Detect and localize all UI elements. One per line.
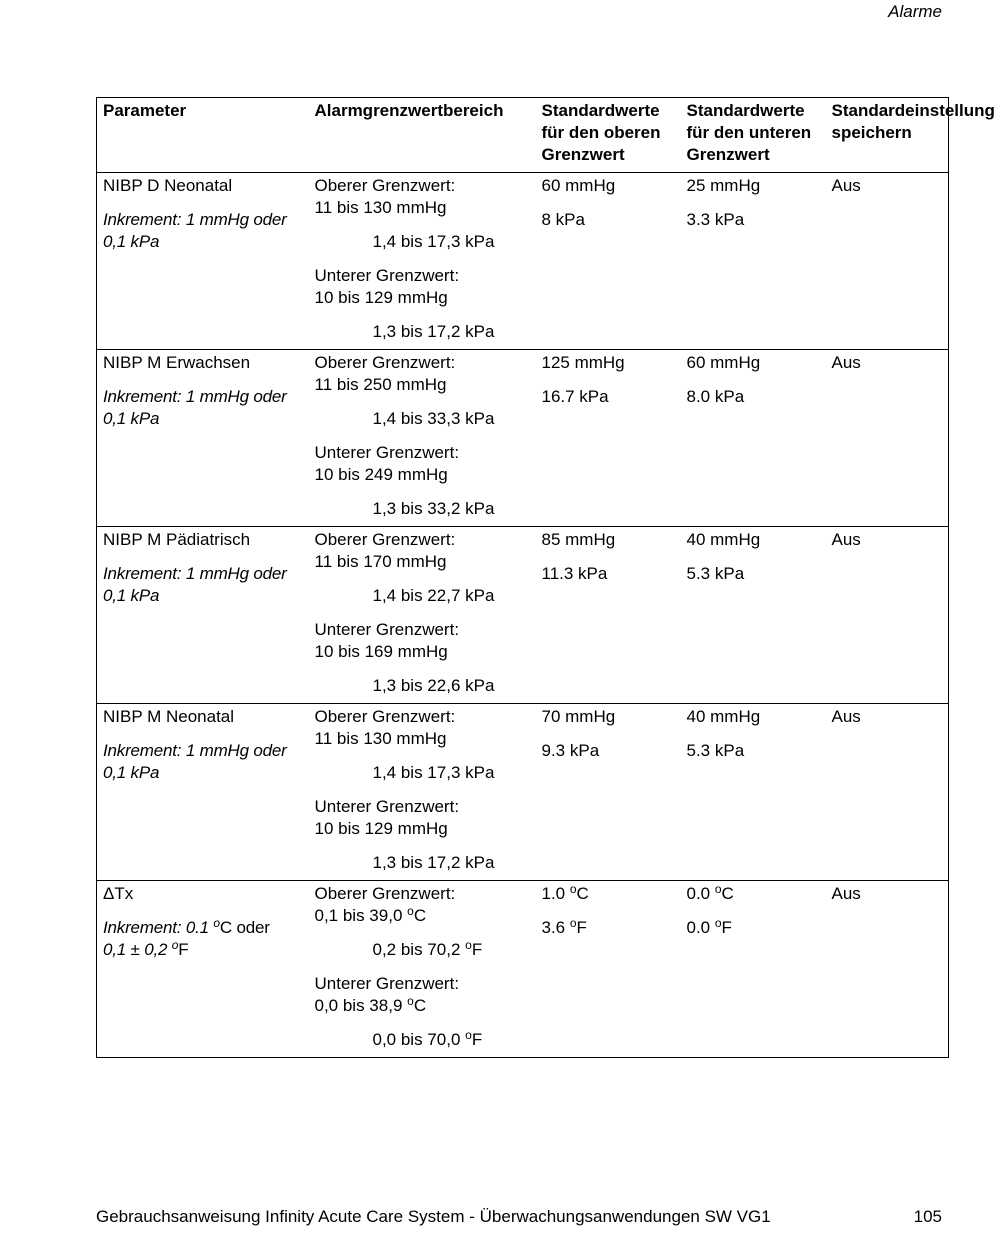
default-lower-secondary: 5.3 kPa (686, 741, 745, 760)
default-value: 1.0 (541, 884, 570, 903)
default-upper-cell (536, 881, 681, 1058)
lower-range-primary: 10 bis 249 mmHg (314, 465, 448, 484)
range-value: 0,1 bis 39,0 (314, 906, 408, 925)
range-value: 0,0 bis 38,9 (314, 996, 408, 1015)
table-row (97, 350, 949, 527)
default-upper-secondary (542, 917, 677, 939)
default-lower-cell (681, 704, 826, 881)
default-value: 3.6 (541, 918, 570, 937)
upper-range-secondary (315, 939, 532, 961)
default-upper-secondary: 11.3 kPa (541, 564, 608, 583)
default-upper-cell (536, 173, 681, 350)
upper-range-primary: 11 bis 130 mmHg (314, 729, 447, 748)
lower-range-primary: 10 bis 129 mmHg (314, 819, 448, 838)
lower-range-secondary: 1,3 bis 33,2 kPa (372, 499, 495, 518)
range-value: 0,0 bis 70,0 (372, 1030, 466, 1049)
default-upper-cell (536, 527, 681, 704)
degree-mark: o (714, 882, 722, 896)
default-upper-primary: 85 mmHg (541, 530, 616, 549)
column-header-default-lower: Standardwerte für den unteren Grenzwert (681, 98, 826, 173)
upper-limit-label: Oberer Grenzwert: (314, 530, 456, 549)
lower-range-primary: 10 bis 129 mmHg (314, 288, 448, 307)
alarm-limits-table (96, 97, 995, 1058)
default-upper-cell (536, 350, 681, 527)
parameter-cell (97, 527, 309, 704)
increment-note: Inkrement: 1 mmHg oder 0,1 kPa (103, 210, 287, 251)
default-lower-secondary: 3.3 kPa (686, 210, 745, 229)
celsius-unit: C (413, 996, 427, 1015)
default-upper-primary: 70 mmHg (541, 707, 616, 726)
celsius-unit: C (413, 906, 427, 925)
upper-limit-label: Oberer Grenzwert: (314, 707, 456, 726)
upper-range-secondary: 1,4 bis 17,3 kPa (372, 232, 495, 251)
degree-mark: o (407, 994, 414, 1008)
default-lower-cell (681, 527, 826, 704)
lower-range-secondary (315, 1029, 532, 1051)
upper-range-secondary: 1,4 bis 33,3 kPa (372, 409, 495, 428)
parameter-name: NIBP D Neonatal (103, 176, 233, 195)
upper-limit-label: Oberer Grenzwert: (314, 176, 456, 195)
default-lower-secondary: 5.3 kPa (686, 564, 745, 583)
fahrenheit-unit: F (576, 918, 587, 937)
running-header: Alarme (888, 2, 942, 21)
default-lower-secondary: 8.0 kPa (686, 387, 745, 406)
lower-limit-label: Unterer Grenzwert: (314, 620, 460, 639)
column-header-parameter: Parameter (97, 98, 309, 173)
increment-note (103, 917, 305, 961)
increment-note: Inkrement: 1 mmHg oder 0,1 kPa (103, 741, 287, 782)
column-header-alarm-range: Alarmgrenzwertbereich (309, 98, 536, 173)
default-lower-secondary (687, 917, 822, 939)
default-upper-primary: 60 mmHg (541, 176, 616, 195)
default-value: 0.0 (686, 918, 715, 937)
fahrenheit-unit: F (471, 940, 483, 959)
degree-mark: o (213, 916, 220, 930)
column-header-default-upper: Standardwerte für den oberen Grenzwert (536, 98, 681, 173)
lower-range-secondary: 1,3 bis 17,2 kPa (372, 853, 495, 872)
upper-range-secondary: 1,4 bis 17,3 kPa (372, 763, 495, 782)
fahrenheit-unit: F (471, 1030, 483, 1049)
upper-range-secondary: 1,4 bis 22,7 kPa (372, 586, 495, 605)
upper-limit-label: Oberer Grenzwert: (314, 353, 456, 372)
table-row (97, 881, 949, 1058)
default-lower-primary: 25 mmHg (686, 176, 761, 195)
degree-mark: o (171, 938, 179, 952)
default-lower-primary: 40 mmHg (686, 530, 761, 549)
default-upper-primary (542, 883, 677, 905)
alarm-range-cell (309, 173, 536, 350)
save-default-cell: Aus (826, 173, 949, 350)
degree-mark: o (465, 1028, 472, 1042)
increment-text-2: 0,1 ± 0,2 (103, 940, 172, 959)
fahrenheit-unit: F (178, 940, 189, 959)
increment-note: Inkrement: 1 mmHg oder 0,1 kPa (103, 564, 287, 605)
degree-mark: o (569, 882, 577, 896)
default-lower-cell (681, 173, 826, 350)
lower-limit-label: Unterer Grenzwert: (314, 443, 460, 462)
celsius-unit: C (721, 884, 734, 903)
degree-mark: o (407, 904, 414, 918)
parameter-cell (97, 350, 309, 527)
default-lower-primary (687, 883, 822, 905)
page-number: 105 (913, 1207, 942, 1226)
default-upper-primary: 125 mmHg (541, 353, 625, 372)
save-default-cell: Aus (826, 527, 949, 704)
lower-limit-label: Unterer Grenzwert: (314, 797, 460, 816)
increment-text: Inkrement: 0.1 (103, 918, 214, 937)
fahrenheit-unit: F (721, 918, 732, 937)
parameter-name: NIBP M Erwachsen (103, 353, 251, 372)
parameter-name: NIBP M Pädiatrisch (103, 530, 251, 549)
save-default-cell: Aus (826, 350, 949, 527)
alarm-range-cell (309, 704, 536, 881)
upper-range-primary: 11 bis 170 mmHg (314, 552, 447, 571)
alarm-range-cell (309, 881, 536, 1058)
alarm-range-cell (309, 527, 536, 704)
lower-range-primary (315, 995, 532, 1017)
lower-limit-label: Unterer Grenzwert: (314, 266, 460, 285)
lower-range-primary: 10 bis 169 mmHg (314, 642, 448, 661)
default-upper-secondary: 8 kPa (541, 210, 585, 229)
save-default-cell: Aus (826, 881, 949, 1058)
default-lower-cell (681, 881, 826, 1058)
default-value: 0.0 (686, 884, 715, 903)
parameter-name: NIBP M Neonatal (103, 707, 235, 726)
default-upper-secondary: 9.3 kPa (541, 741, 600, 760)
upper-range-primary: 11 bis 130 mmHg (314, 198, 447, 217)
degree-mark: o (569, 916, 577, 930)
increment-unit: C oder (219, 918, 270, 937)
table-header-row (97, 98, 949, 173)
range-value: 0,2 bis 70,2 (372, 940, 466, 959)
celsius-unit: C (576, 884, 589, 903)
lower-limit-label: Unterer Grenzwert: (314, 974, 460, 993)
increment-note: Inkrement: 1 mmHg oder 0,1 kPa (103, 387, 287, 428)
lower-range-secondary: 1,3 bis 17,2 kPa (372, 322, 495, 341)
lower-range-secondary: 1,3 bis 22,6 kPa (372, 676, 495, 695)
degree-mark: o (714, 916, 722, 930)
parameter-cell (97, 704, 309, 881)
table-row (97, 173, 949, 350)
upper-range-primary (315, 905, 532, 927)
default-lower-primary: 60 mmHg (686, 353, 761, 372)
default-upper-secondary: 16.7 kPa (541, 387, 609, 406)
table-row (97, 527, 949, 704)
default-lower-cell (681, 350, 826, 527)
parameter-cell (97, 173, 309, 350)
default-upper-cell (536, 704, 681, 881)
table-row (97, 704, 949, 881)
save-default-cell: Aus (826, 704, 949, 881)
footer-title: Gebrauchsanweisung Infinity Acute Care System - Überwachungsanwendungen SW VG1 (96, 1207, 771, 1226)
default-lower-primary: 40 mmHg (686, 707, 761, 726)
parameter-cell (97, 881, 309, 1058)
upper-limit-label: Oberer Grenzwert: (314, 884, 456, 903)
alarm-range-cell (309, 350, 536, 527)
parameter-name: ΔTx (103, 884, 134, 903)
column-header-save-default: Standardeinstellung speichern (826, 98, 949, 173)
upper-range-primary: 11 bis 250 mmHg (314, 375, 447, 394)
degree-mark: o (465, 938, 472, 952)
